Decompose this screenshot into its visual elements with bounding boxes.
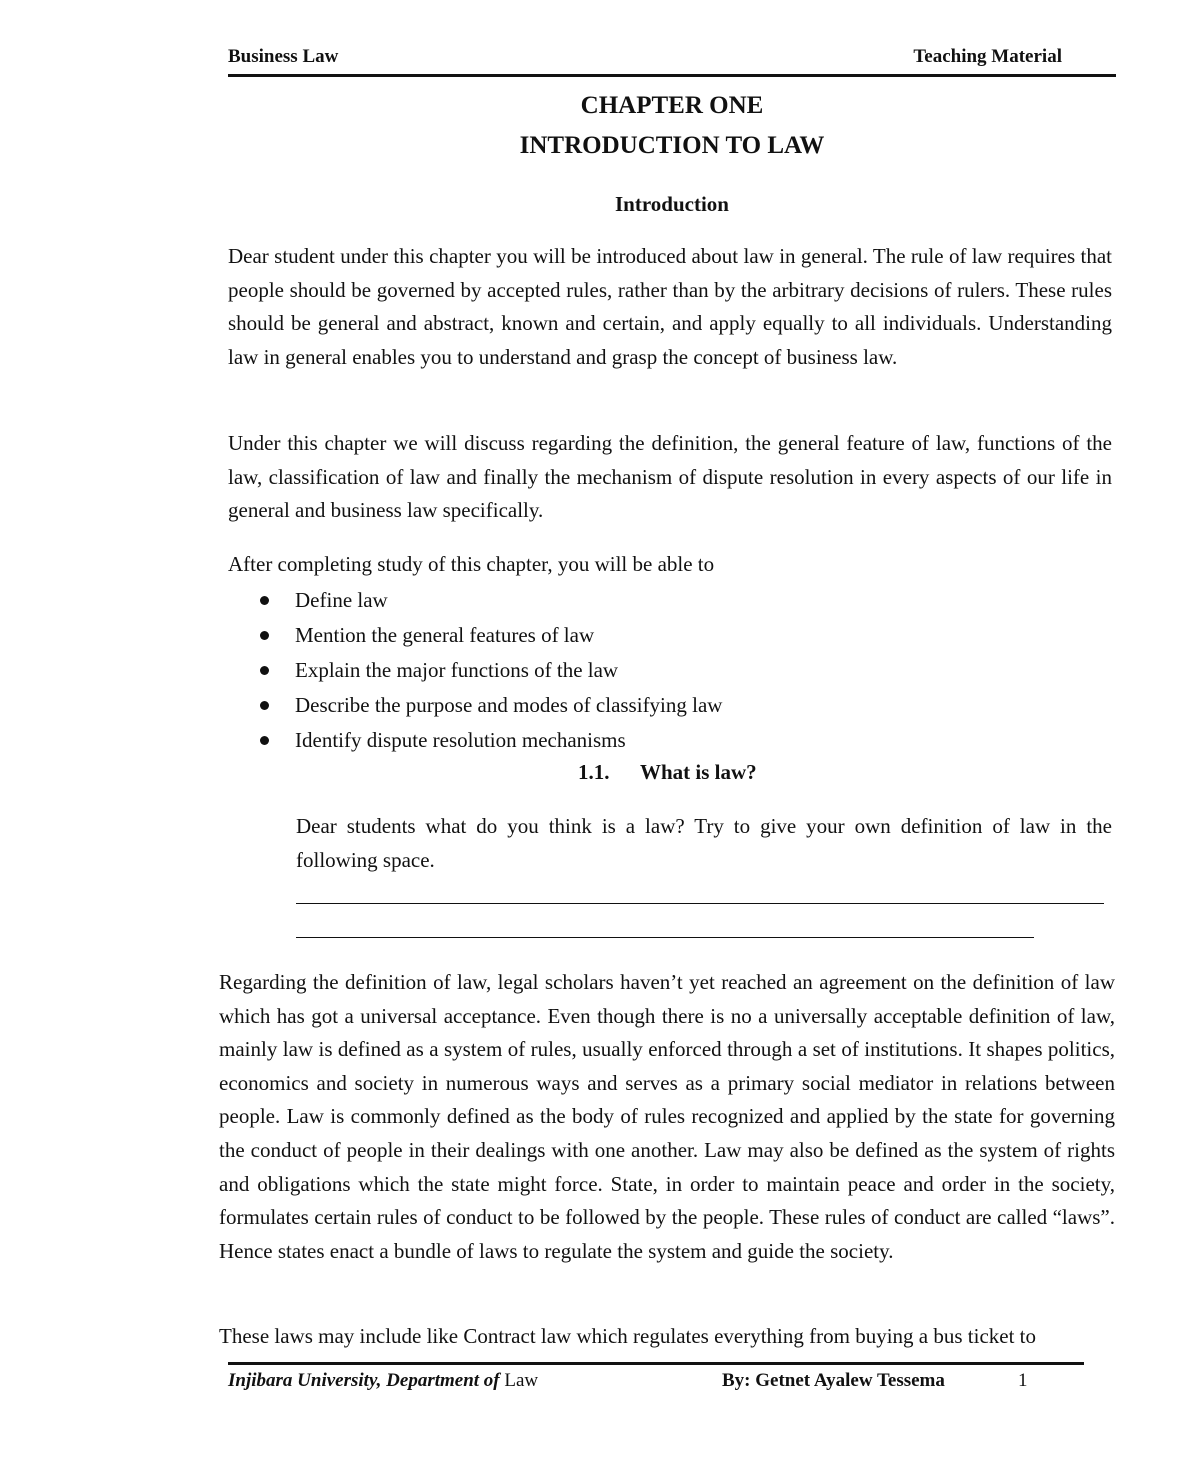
bullet-icon	[260, 701, 269, 710]
bullet-icon	[260, 736, 269, 745]
answer-line	[296, 903, 1104, 904]
introduction-paragraph-2: Under this chapter we will discuss regarding the definition, the general feature of law, functions of the law, classification of law and finally the mechanism of dispute resolution in every aspects of our life in general and business law specifically.	[228, 431, 1112, 523]
body-paragraph-2: These laws may include like Contract law which regulates everything from buying a bus ticket to	[219, 1324, 1037, 1348]
section-prompt: Dear students what do you think is a law? Try to give your own definition of law in the following space.	[296, 814, 1112, 872]
bullet-icon	[260, 631, 269, 640]
answer-line	[296, 937, 1034, 938]
body-paragraph-1: Regarding the definition of law, legal scholars haven’t yet reached an agreement on the definition of law which has got a universal acceptance. Even though there is no a universally acceptable definition of law, mainly law is defined as a system of rules, usually enforced through a set of institutions. It shapes politics, economics and society in numerous ways and serves as a primary social mediator in relations between people. Law is commonly defined as the body of rules recognized and applied by the state for governing the conduct of people in their dealings with one another. Law may also be defined as the system of rights and obligations which the state might force. State, in order to maintain peace and order in the society, formulates certain rules of conduct to be followed by the people. These rules of conduct are called “laws”. Hence states enact a bundle of laws to regulate the system and guide the society.	[219, 970, 1115, 1263]
section-heading	[578, 760, 757, 785]
section-number: 1.1.	[578, 760, 610, 784]
section-title: What is law?	[640, 760, 757, 784]
list-item	[260, 653, 722, 688]
header-material-type: Teaching Material	[913, 46, 1062, 67]
list-item	[260, 723, 722, 758]
list-item	[260, 618, 722, 653]
header-course-title: Business Law	[228, 46, 339, 67]
objectives-list	[260, 583, 722, 758]
objective-text: Identify dispute resolution mechanisms	[295, 728, 626, 752]
list-item	[260, 583, 722, 618]
list-item	[260, 688, 722, 723]
footer-divider	[228, 1362, 1084, 1365]
chapter-number: CHAPTER ONE	[580, 92, 764, 119]
page-header	[228, 44, 1116, 77]
footer-author: By: Getnet Ayalew Tessema	[722, 1370, 945, 1391]
objective-text: Explain the major functions of the law	[295, 658, 619, 682]
bullet-icon	[260, 666, 269, 675]
objective-text: Describe the purpose and modes of classifying law	[295, 693, 723, 717]
objective-text: Define law	[295, 588, 388, 612]
page-number: 1	[1018, 1370, 1028, 1391]
footer-institution-plain: Law	[499, 1370, 539, 1391]
introduction-paragraph-1: Dear student under this chapter you will be introduced about law in general. The rule of law requires that people should be governed by accepted rules, rather than by the arbitrary decisions of rulers. These rules should be general and abstract, known and certain, and apply equally to all individuals. Understanding law in general enables you to understand and grasp the concept of business law.	[228, 244, 1112, 369]
bullet-icon	[260, 596, 269, 605]
footer-institution-italic: Injibara University, Department of	[228, 1370, 500, 1391]
footer-institution	[228, 1370, 538, 1392]
introduction-heading: Introduction	[615, 192, 729, 216]
objectives-intro: After completing study of this chapter, you will be able to	[228, 552, 715, 576]
chapter-title: INTRODUCTION TO LAW	[519, 132, 825, 159]
objective-text: Mention the general features of law	[295, 623, 595, 647]
